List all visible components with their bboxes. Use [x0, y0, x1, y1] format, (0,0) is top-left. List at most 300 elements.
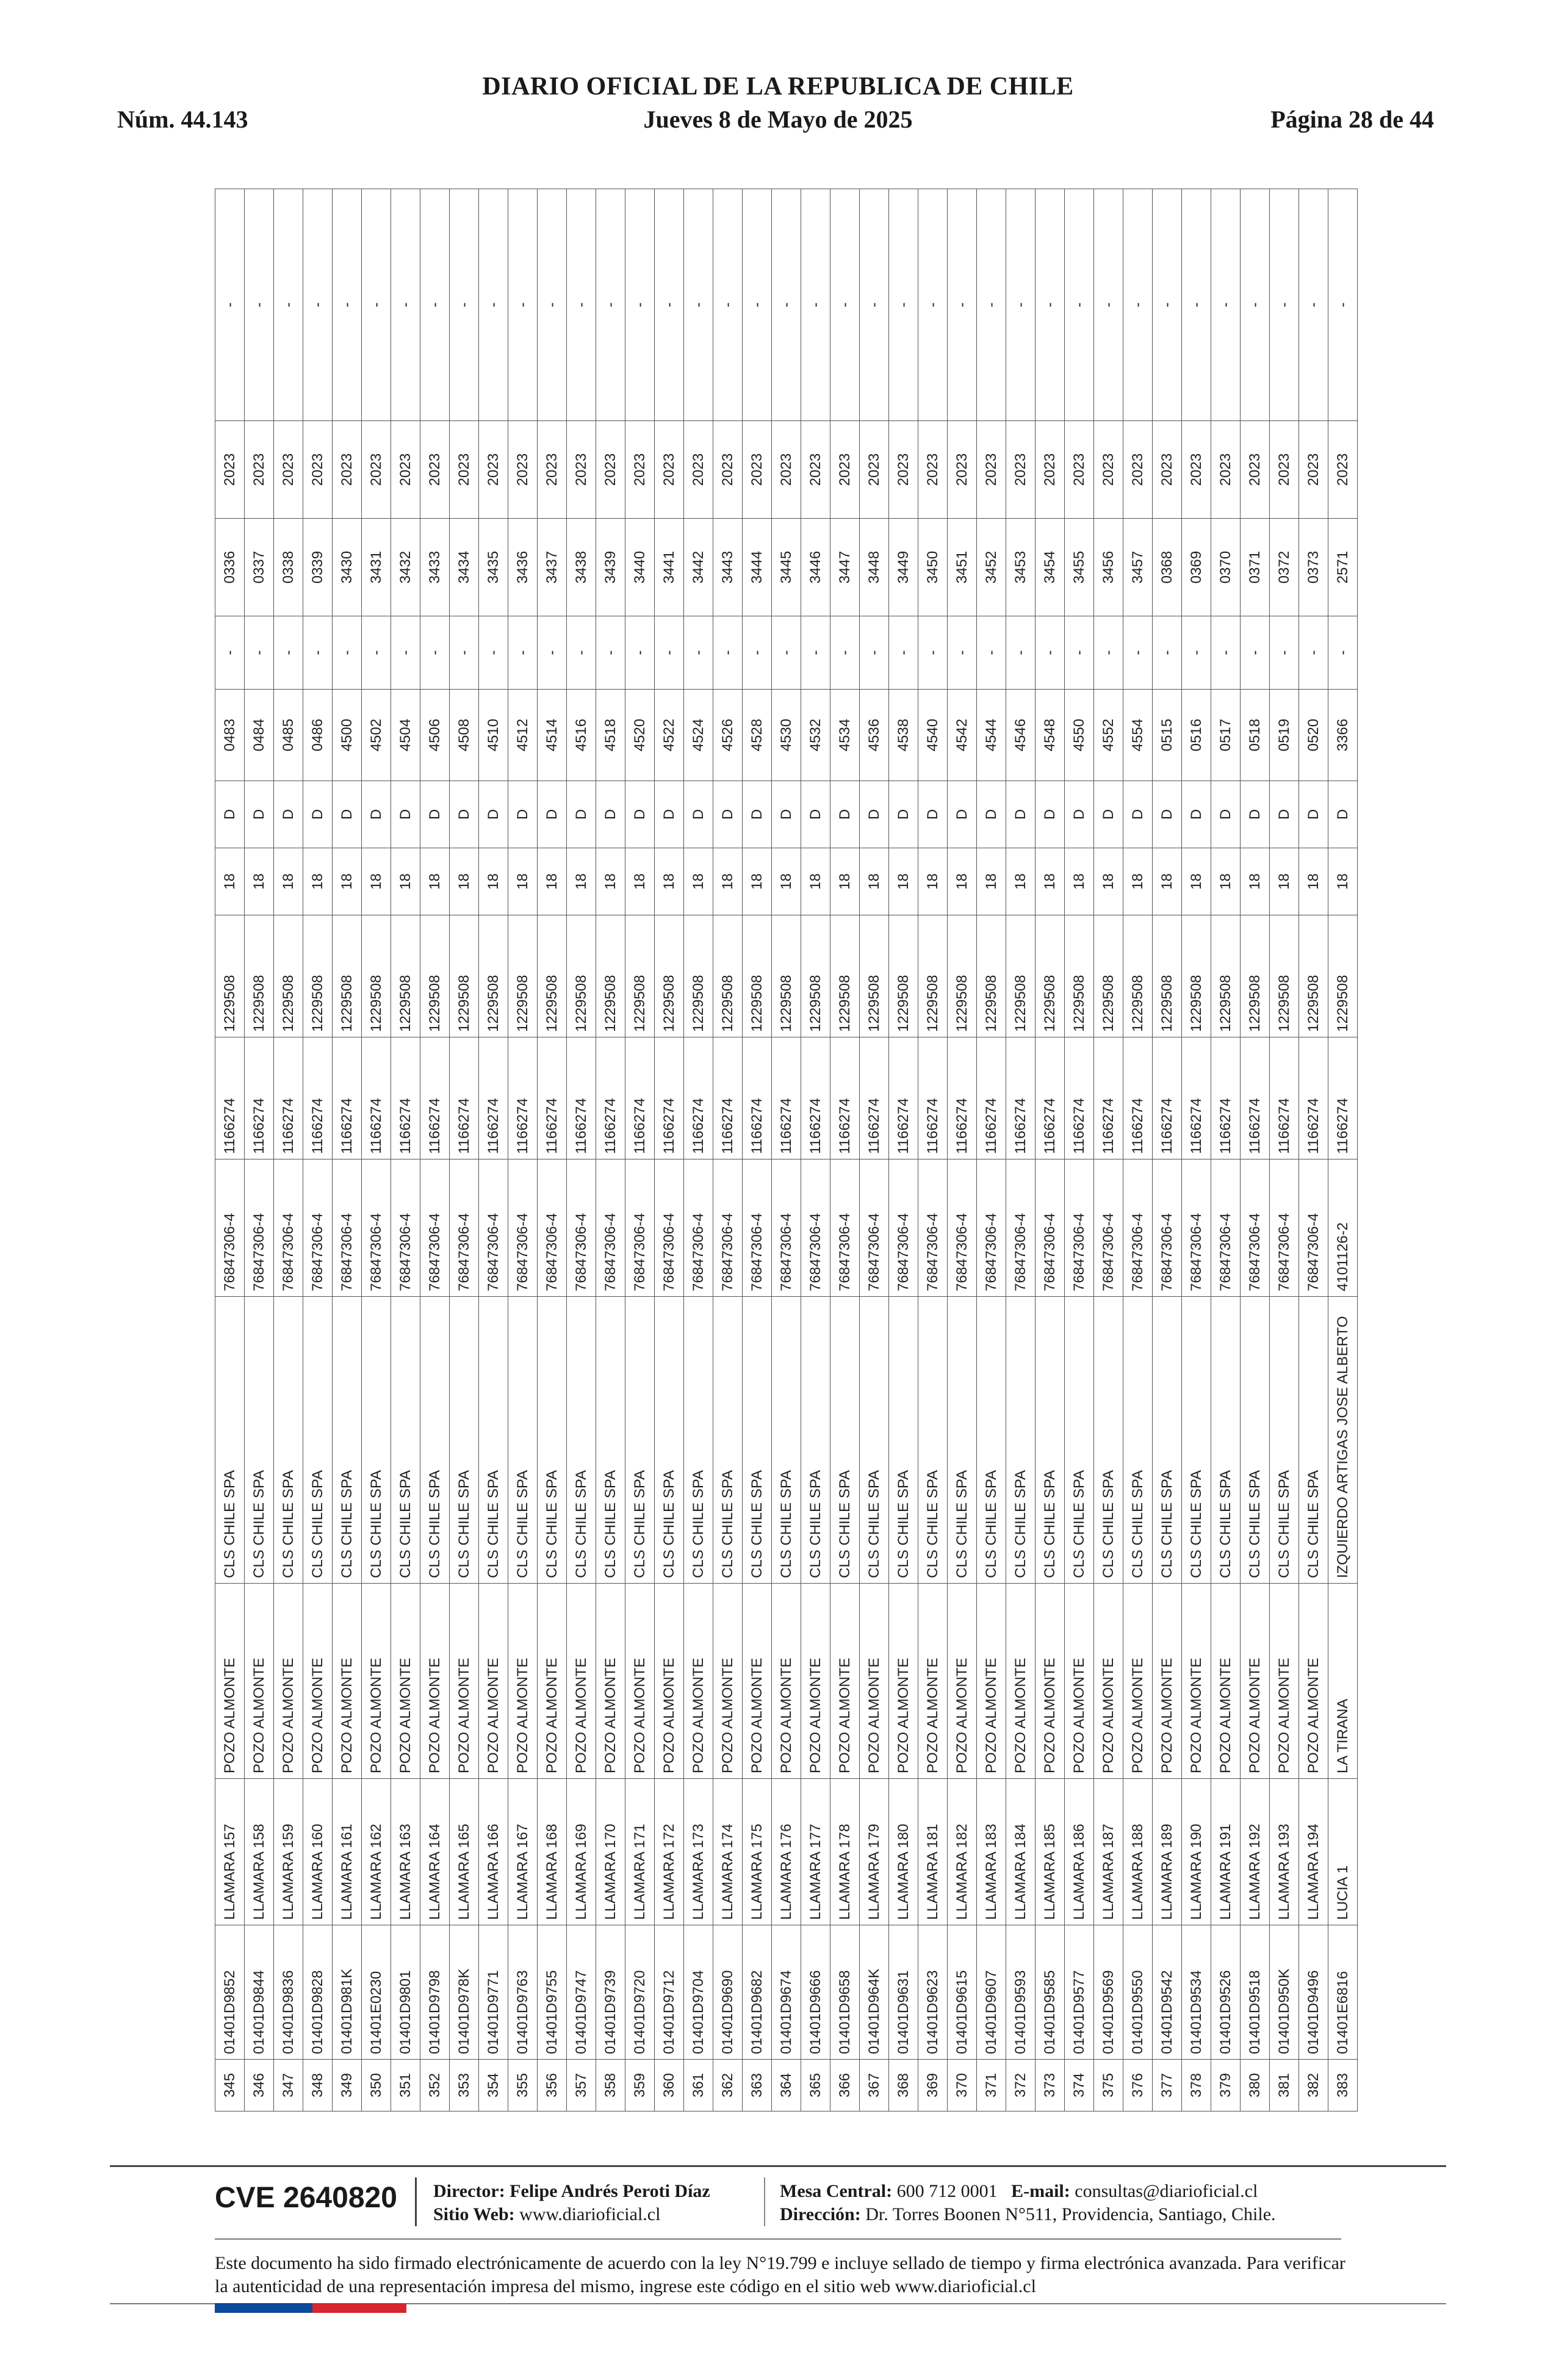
- table-cell: 76847306-4: [245, 1159, 274, 1297]
- table-cell: -: [889, 616, 918, 690]
- table-row: [450, 189, 479, 2111]
- table-cell: 363: [743, 2060, 772, 2111]
- table-cell: 1229508: [655, 915, 684, 1037]
- table-cell: -: [655, 616, 684, 690]
- table-row: [1123, 189, 1153, 2111]
- table-cell: 367: [860, 2060, 889, 2111]
- table-cell: 18: [1094, 848, 1123, 915]
- table-cell: 1229508: [1006, 915, 1036, 1037]
- table-cell: 4540: [918, 690, 948, 781]
- table-cell: 4508: [450, 690, 479, 781]
- table-cell: 381: [1270, 2060, 1299, 2111]
- table-cell: -: [713, 189, 743, 421]
- table-cell: 1166274: [508, 1037, 538, 1159]
- table-cell: 2023: [1241, 421, 1270, 519]
- table-cell: 18: [596, 848, 625, 915]
- table-row: [830, 189, 860, 2111]
- table-cell: 379: [1211, 2060, 1241, 2111]
- table-cell: 1229508: [801, 915, 830, 1037]
- table-cell: 355: [508, 2060, 538, 2111]
- table-cell: D: [274, 781, 303, 848]
- table-cell: 1166274: [1182, 1037, 1211, 1159]
- website-line: [433, 2204, 660, 2225]
- table-cell: 368: [889, 2060, 918, 2111]
- table-cell: -: [450, 189, 479, 421]
- table-cell: 01401D9631: [889, 1925, 918, 2060]
- table-cell: LLAMARA 176: [772, 1779, 801, 1925]
- table-cell: D: [830, 781, 860, 848]
- table-cell: -: [1123, 616, 1153, 690]
- table-cell: CLS CHILE SPA: [655, 1297, 684, 1584]
- table-cell: 1229508: [948, 915, 977, 1037]
- table-cell: 3451: [948, 519, 977, 616]
- table-cell: 3438: [567, 519, 596, 616]
- table-cell: POZO ALMONTE: [889, 1584, 918, 1779]
- table-cell: -: [1036, 616, 1065, 690]
- address-line: [780, 2204, 1276, 2225]
- table-cell: 1229508: [215, 915, 245, 1037]
- table-cell: 1166274: [1094, 1037, 1123, 1159]
- table-cell: LLAMARA 171: [625, 1779, 655, 1925]
- table-cell: 361: [684, 2060, 713, 2111]
- table-cell: 0486: [303, 690, 333, 781]
- table-cell: 351: [391, 2060, 420, 2111]
- table-cell: -: [713, 616, 743, 690]
- table-cell: 0336: [215, 519, 245, 616]
- table-cell: 3452: [977, 519, 1006, 616]
- table-cell: 1229508: [830, 915, 860, 1037]
- table-cell: 18: [1153, 848, 1182, 915]
- table-row: [1299, 189, 1328, 2111]
- table-cell: -: [420, 189, 450, 421]
- table-cell: D: [1065, 781, 1094, 848]
- table-cell: 01401D9771: [479, 1925, 508, 2060]
- table-cell: 0368: [1153, 519, 1182, 616]
- table-cell: 1166274: [567, 1037, 596, 1159]
- table-cell: -: [391, 616, 420, 690]
- table-cell: 2023: [1036, 421, 1065, 519]
- table-cell: 76847306-4: [860, 1159, 889, 1297]
- table-cell: POZO ALMONTE: [303, 1584, 333, 1779]
- table-cell: POZO ALMONTE: [508, 1584, 538, 1779]
- table-cell: -: [362, 616, 391, 690]
- table-cell: 0338: [274, 519, 303, 616]
- table-cell: 01401D9828: [303, 1925, 333, 2060]
- table-cell: 2023: [1153, 421, 1182, 519]
- table-cell: CLS CHILE SPA: [713, 1297, 743, 1584]
- table-cell: -: [1328, 616, 1358, 690]
- table-cell: POZO ALMONTE: [743, 1584, 772, 1779]
- table-cell: -: [772, 616, 801, 690]
- table-cell: 1166274: [684, 1037, 713, 1159]
- table-cell: 76847306-4: [215, 1159, 245, 1297]
- table-cell: 2023: [948, 421, 977, 519]
- table-cell: 0516: [1182, 690, 1211, 781]
- table-cell: 1166274: [1036, 1037, 1065, 1159]
- table-cell: 18: [772, 848, 801, 915]
- table-cell: LLAMARA 173: [684, 1779, 713, 1925]
- table-cell: 18: [1328, 848, 1358, 915]
- table-cell: 2023: [1123, 421, 1153, 519]
- table-cell: 1229508: [743, 915, 772, 1037]
- footer-divider-mid: [215, 2238, 1341, 2240]
- table-cell: 374: [1065, 2060, 1094, 2111]
- table-cell: 01401D9763: [508, 1925, 538, 2060]
- table-cell: 364: [772, 2060, 801, 2111]
- table-cell: 01401D9690: [713, 1925, 743, 2060]
- table-cell: 1166274: [479, 1037, 508, 1159]
- table-cell: CLS CHILE SPA: [977, 1297, 1006, 1584]
- table-cell: 4554: [1123, 690, 1153, 781]
- table-cell: 18: [362, 848, 391, 915]
- table-cell: 76847306-4: [1270, 1159, 1299, 1297]
- flag-stripe-red: [312, 2303, 406, 2313]
- table-cell: 1229508: [1241, 915, 1270, 1037]
- table-cell: 4514: [538, 690, 567, 781]
- table-cell: 01401D9801: [391, 1925, 420, 2060]
- table-cell: 0485: [274, 690, 303, 781]
- table-cell: 3453: [1006, 519, 1036, 616]
- table-cell: POZO ALMONTE: [1094, 1584, 1123, 1779]
- table-cell: LLAMARA 194: [1299, 1779, 1328, 1925]
- table-cell: -: [801, 616, 830, 690]
- table-cell: 3441: [655, 519, 684, 616]
- table-cell: CLS CHILE SPA: [684, 1297, 713, 1584]
- table-cell: LUCIA 1: [1328, 1779, 1358, 1925]
- table-row: [479, 189, 508, 2111]
- table-cell: LLAMARA 159: [274, 1779, 303, 1925]
- table-cell: 1166274: [274, 1037, 303, 1159]
- table-cell: 2023: [889, 421, 918, 519]
- table-cell: LLAMARA 188: [1123, 1779, 1153, 1925]
- table-cell: 76847306-4: [1299, 1159, 1328, 1297]
- table-cell: IZQUIERDO ARTIGAS JOSE ALBERTO: [1328, 1297, 1358, 1584]
- table-cell: 01401D9593: [1006, 1925, 1036, 2060]
- table-cell: 1166274: [801, 1037, 830, 1159]
- table-cell: CLS CHILE SPA: [1065, 1297, 1094, 1584]
- table-cell: D: [889, 781, 918, 848]
- table-cell: 1229508: [889, 915, 918, 1037]
- table-cell: 2023: [245, 421, 274, 519]
- table-cell: LLAMARA 158: [245, 1779, 274, 1925]
- table-cell: 76847306-4: [977, 1159, 1006, 1297]
- table-cell: 01401E0230: [362, 1925, 391, 2060]
- table-cell: 0372: [1270, 519, 1299, 616]
- table-cell: 1166274: [450, 1037, 479, 1159]
- table-cell: 0517: [1211, 690, 1241, 781]
- table-cell: POZO ALMONTE: [1182, 1584, 1211, 1779]
- table-cell: 2023: [1065, 421, 1094, 519]
- table-cell: -: [1006, 189, 1036, 421]
- table-cell: POZO ALMONTE: [479, 1584, 508, 1779]
- table-cell: 1229508: [362, 915, 391, 1037]
- table-cell: -: [1299, 616, 1328, 690]
- table-cell: -: [508, 189, 538, 421]
- table-cell: 362: [713, 2060, 743, 2111]
- table-cell: D: [333, 781, 362, 848]
- table-container: [215, 189, 1351, 2111]
- table-cell: POZO ALMONTE: [1211, 1584, 1241, 1779]
- table-cell: D: [1270, 781, 1299, 848]
- table-cell: 3433: [420, 519, 450, 616]
- table-cell: 01401D9496: [1299, 1925, 1328, 2060]
- table-cell: 18: [450, 848, 479, 915]
- table-cell: POZO ALMONTE: [450, 1584, 479, 1779]
- table-cell: D: [391, 781, 420, 848]
- table-cell: 01401D9542: [1153, 1925, 1182, 2060]
- table-row: [1153, 189, 1182, 2111]
- table-cell: 4552: [1094, 690, 1123, 781]
- page-indicator: Página 28 de 44: [1270, 106, 1434, 133]
- table-cell: LLAMARA 185: [1036, 1779, 1065, 1925]
- table-cell: 1229508: [1182, 915, 1211, 1037]
- table-cell: 3366: [1328, 690, 1358, 781]
- table-cell: CLS CHILE SPA: [918, 1297, 948, 1584]
- table-cell: 76847306-4: [450, 1159, 479, 1297]
- table-cell: -: [479, 616, 508, 690]
- table-cell: 2023: [1006, 421, 1036, 519]
- table-cell: 3455: [1065, 519, 1094, 616]
- table-cell: 4538: [889, 690, 918, 781]
- table-cell: -: [450, 616, 479, 690]
- table-cell: 76847306-4: [743, 1159, 772, 1297]
- table-cell: POZO ALMONTE: [420, 1584, 450, 1779]
- table-cell: 01401D978K: [450, 1925, 479, 2060]
- footer-separator: [415, 2177, 417, 2226]
- table-cell: 4502: [362, 690, 391, 781]
- table-cell: 2023: [655, 421, 684, 519]
- table-cell: D: [1241, 781, 1270, 848]
- table-cell: -: [948, 189, 977, 421]
- table-cell: 356: [538, 2060, 567, 2111]
- table-row: [274, 189, 303, 2111]
- contact-line: [780, 2181, 1258, 2202]
- table-cell: 01401D9569: [1094, 1925, 1123, 2060]
- table-row: [1006, 189, 1036, 2111]
- table-cell: 76847306-4: [420, 1159, 450, 1297]
- table-cell: 1166274: [1241, 1037, 1270, 1159]
- table-cell: CLS CHILE SPA: [1094, 1297, 1123, 1584]
- table-cell: 2023: [362, 421, 391, 519]
- table-cell: 01401E6816: [1328, 1925, 1358, 2060]
- table-cell: 76847306-4: [889, 1159, 918, 1297]
- table-row: [655, 189, 684, 2111]
- table-cell: LLAMARA 177: [801, 1779, 830, 1925]
- table-cell: 1166274: [743, 1037, 772, 1159]
- table-cell: 1166274: [1299, 1037, 1328, 1159]
- table-cell: -: [567, 616, 596, 690]
- rotated-table: [215, 189, 1351, 2111]
- table-row: [567, 189, 596, 2111]
- table-cell: 0370: [1211, 519, 1241, 616]
- table-cell: 1229508: [1153, 915, 1182, 1037]
- table-cell: 4524: [684, 690, 713, 781]
- table-cell: 369: [918, 2060, 948, 2111]
- table-cell: D: [655, 781, 684, 848]
- table-cell: 2023: [596, 421, 625, 519]
- table-cell: 1166274: [1328, 1037, 1358, 1159]
- website-link[interactable]: www.diarioficial.cl: [519, 2204, 661, 2224]
- table-cell: 01401D964K: [860, 1925, 889, 2060]
- table-cell: D: [684, 781, 713, 848]
- table-cell: CLS CHILE SPA: [450, 1297, 479, 1584]
- table-cell: 76847306-4: [801, 1159, 830, 1297]
- table-cell: POZO ALMONTE: [362, 1584, 391, 1779]
- table-row: [391, 189, 420, 2111]
- table-cell: POZO ALMONTE: [391, 1584, 420, 1779]
- table-cell: 1229508: [1065, 915, 1094, 1037]
- table-cell: 4504: [391, 690, 420, 781]
- table-cell: -: [1123, 189, 1153, 421]
- table-cell: 01401D9615: [948, 1925, 977, 2060]
- table-cell: 1166274: [977, 1037, 1006, 1159]
- table-cell: CLS CHILE SPA: [772, 1297, 801, 1584]
- table-row: [362, 189, 391, 2111]
- table-cell: D: [479, 781, 508, 848]
- table-cell: 2023: [684, 421, 713, 519]
- table-row: [1211, 189, 1241, 2111]
- table-cell: LLAMARA 167: [508, 1779, 538, 1925]
- issue-date: Jueves 8 de Mayo de 2025: [643, 106, 913, 133]
- table-cell: 2023: [918, 421, 948, 519]
- table-cell: 1166274: [860, 1037, 889, 1159]
- table-cell: 76847306-4: [655, 1159, 684, 1297]
- table-cell: 18: [889, 848, 918, 915]
- table-cell: 76847306-4: [538, 1159, 567, 1297]
- table-cell: 2023: [625, 421, 655, 519]
- table-cell: 1166274: [948, 1037, 977, 1159]
- table-cell: 1229508: [567, 915, 596, 1037]
- table-cell: 1166274: [830, 1037, 860, 1159]
- table-cell: -: [420, 616, 450, 690]
- table-cell: LLAMARA 182: [948, 1779, 977, 1925]
- table-cell: LLAMARA 166: [479, 1779, 508, 1925]
- table-row: [420, 189, 450, 2111]
- table-cell: -: [333, 189, 362, 421]
- table-cell: 2023: [1270, 421, 1299, 519]
- table-cell: 01401D9798: [420, 1925, 450, 2060]
- table-row: [215, 189, 245, 2111]
- table-cell: 76847306-4: [1036, 1159, 1065, 1297]
- table-cell: LLAMARA 168: [538, 1779, 567, 1925]
- table-cell: 377: [1153, 2060, 1182, 2111]
- table-cell: 01401D9682: [743, 1925, 772, 2060]
- table-cell: 18: [860, 848, 889, 915]
- table-cell: -: [801, 189, 830, 421]
- table-cell: 18: [830, 848, 860, 915]
- table-cell: 358: [596, 2060, 625, 2111]
- table-cell: 3450: [918, 519, 948, 616]
- table-cell: 2023: [538, 421, 567, 519]
- table-cell: CLS CHILE SPA: [303, 1297, 333, 1584]
- table-cell: -: [860, 189, 889, 421]
- email-address[interactable]: consultas@diarioficial.cl: [1075, 2181, 1258, 2201]
- table-cell: 375: [1094, 2060, 1123, 2111]
- table-cell: 18: [684, 848, 713, 915]
- table-cell: CLS CHILE SPA: [948, 1297, 977, 1584]
- table-body: [215, 189, 1358, 2111]
- table-cell: POZO ALMONTE: [215, 1584, 245, 1779]
- table-cell: 1166274: [245, 1037, 274, 1159]
- table-cell: 2023: [801, 421, 830, 519]
- table-cell: LLAMARA 181: [918, 1779, 948, 1925]
- table-cell: 2023: [303, 421, 333, 519]
- table-cell: 1229508: [772, 915, 801, 1037]
- table-cell: 1229508: [1270, 915, 1299, 1037]
- table-cell: 76847306-4: [596, 1159, 625, 1297]
- table-cell: 1229508: [303, 915, 333, 1037]
- table-cell: POZO ALMONTE: [860, 1584, 889, 1779]
- table-cell: LLAMARA 161: [333, 1779, 362, 1925]
- table-cell: -: [1211, 616, 1241, 690]
- table-cell: 2023: [1182, 421, 1211, 519]
- table-cell: POZO ALMONTE: [1123, 1584, 1153, 1779]
- table-cell: 1229508: [420, 915, 450, 1037]
- table-cell: 1229508: [684, 915, 713, 1037]
- table-cell: 3444: [743, 519, 772, 616]
- flag-stripe-blue: [215, 2303, 312, 2313]
- table-cell: 372: [1006, 2060, 1036, 2111]
- table-cell: 4520: [625, 690, 655, 781]
- table-cell: 0484: [245, 690, 274, 781]
- table-cell: CLS CHILE SPA: [830, 1297, 860, 1584]
- table-cell: 76847306-4: [479, 1159, 508, 1297]
- table-cell: 371: [977, 2060, 1006, 2111]
- table-cell: 01401D9550: [1123, 1925, 1153, 2060]
- table-row: [596, 189, 625, 2111]
- table-cell: -: [274, 616, 303, 690]
- table-row: [918, 189, 948, 2111]
- table-row: [772, 189, 801, 2111]
- table-cell: 378: [1182, 2060, 1211, 2111]
- table-row: [889, 189, 918, 2111]
- table-cell: 4522: [655, 690, 684, 781]
- table-cell: -: [1182, 616, 1211, 690]
- table-cell: 3430: [333, 519, 362, 616]
- table-cell: 76847306-4: [567, 1159, 596, 1297]
- table-cell: 3445: [772, 519, 801, 616]
- table-cell: D: [625, 781, 655, 848]
- table-cell: 18: [801, 848, 830, 915]
- table-cell: POZO ALMONTE: [1153, 1584, 1182, 1779]
- table-cell: POZO ALMONTE: [245, 1584, 274, 1779]
- table-cell: 0519: [1270, 690, 1299, 781]
- table-cell: 3447: [830, 519, 860, 616]
- table-cell: 76847306-4: [625, 1159, 655, 1297]
- table-cell: CLS CHILE SPA: [420, 1297, 450, 1584]
- director-line: Director: Felipe Andrés Peroti Díaz: [433, 2181, 710, 2201]
- table-cell: 1229508: [1123, 915, 1153, 1037]
- table-cell: 4516: [567, 690, 596, 781]
- table-cell: 76847306-4: [772, 1159, 801, 1297]
- table-cell: D: [1006, 781, 1036, 848]
- table-cell: -: [743, 616, 772, 690]
- table-cell: D: [713, 781, 743, 848]
- table-cell: 1229508: [508, 915, 538, 1037]
- table-cell: 76847306-4: [830, 1159, 860, 1297]
- table-cell: CLS CHILE SPA: [743, 1297, 772, 1584]
- table-cell: -: [538, 616, 567, 690]
- table-cell: -: [625, 616, 655, 690]
- table-cell: 2023: [860, 421, 889, 519]
- table-cell: POZO ALMONTE: [625, 1584, 655, 1779]
- table-cell: 18: [1065, 848, 1094, 915]
- table-cell: 18: [1182, 848, 1211, 915]
- table-cell: 01401D9585: [1036, 1925, 1065, 2060]
- table-cell: -: [625, 189, 655, 421]
- table-cell: 3454: [1036, 519, 1065, 616]
- table-cell: 357: [567, 2060, 596, 2111]
